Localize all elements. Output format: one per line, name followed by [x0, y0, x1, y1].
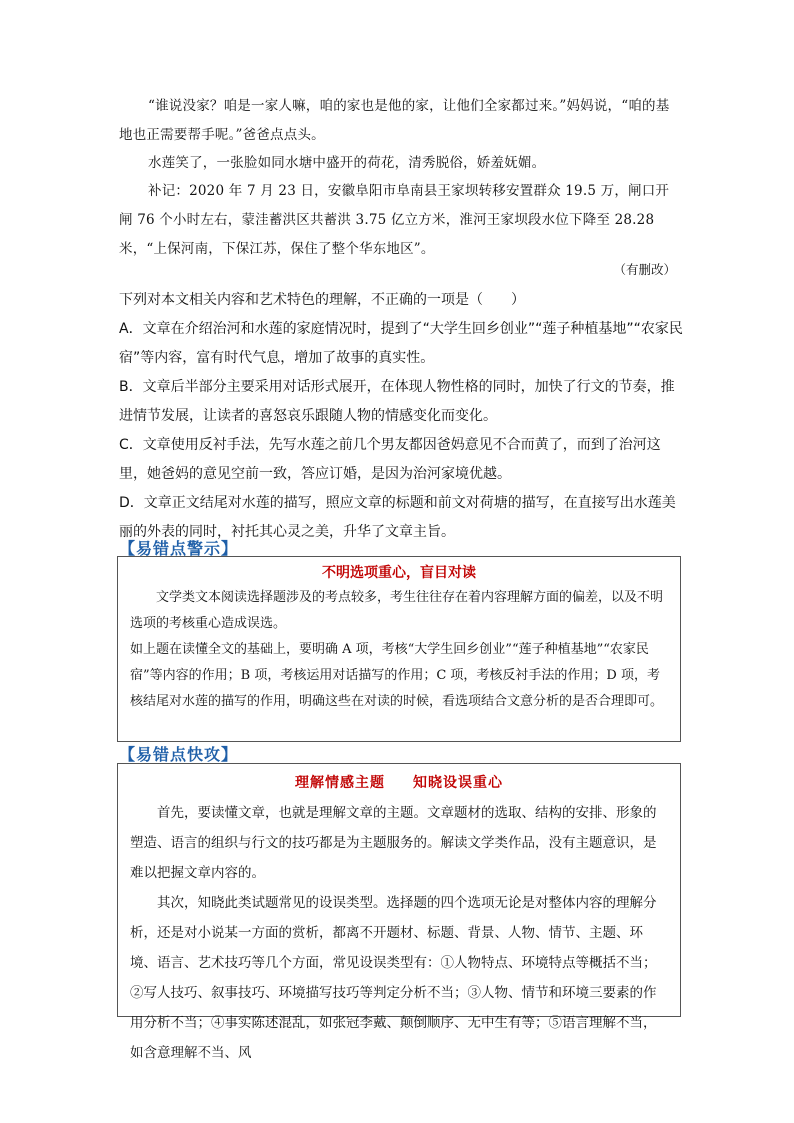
quick-title	[130, 768, 668, 798]
warning-tag: 【易错点警示】	[119, 539, 239, 558]
option-a: A．文章在介绍治河和水莲的家庭情况时，提到了“大学生回乡创业”“莲子种植基地”“农家民宿”等内容，富有时代气息，增加了故事的真实性。	[119, 321, 683, 366]
quick-paragraph-1: 首先，要读懂文章，也就是理解文章的主题。文章题材的选取、结构的安排、形象的塑造、语言的组织与行文的技巧都是为主题服务的。解读文学类作品，没有主题意识，是难以把握文章内容的。	[130, 805, 657, 881]
warning-box	[117, 556, 681, 742]
warning-paragraph-1: 文学类文本阅读选择题涉及的考点较多，考生往往存在着内容理解方面的偏差，以及不明选项的考核重心造成误选。	[130, 590, 664, 631]
quick-paragraph-2: 其次，知晓此类试题常见的设误类型。选择题的四个选项无论是对整体内容的理解分析，还是对小说某一方面的赏析，都离不开题材、标题、背景、人物、情节、主题、环境、语言、艺术技巧等几个方面，常见设误类型有：①人物特点、环境特点等概括不当；②写人技巧、叙事技巧、环境描写技巧等判定分析不当；③人物、情节和环境三要素的作用分析不当；④事实陈述混乱，如张冠李戴、颠倒顺序、无中生有等；⑤语言理解不当，如含意理解不当、风	[130, 895, 657, 1061]
question-stem: 下列对本文相关内容和艺术特色的理解，不正确的一项是（ ）	[119, 292, 525, 308]
warning-paragraph-2: 如上题在读懂全文的基础上，要明确 A 项，考核“大学生回乡创业”“莲子种植基地”“农家民宿”等内容的作用；B 项，考核运用对话描写的作用；C 项，考核反衬手法的作用；D 项，考核结尾对水莲的描写的作用，明确这些在对读的时候，看选项结合文意分析的是否合理即可。	[130, 642, 664, 709]
option-c: C．文章使用反衬手法，先写水莲之前几个男友都因爸妈意见不合而黄了，而到了治河这里，她爸妈的意见空前一致，答应订婚，是因为治河家境优越。	[119, 437, 661, 482]
story-paragraph-shuilian: 水莲笑了，一张脸如同水塘中盛开的荷花，清秀脱俗，娇羞妩媚。	[148, 155, 546, 171]
quick-title-part-1: 理解情感主题	[295, 775, 385, 791]
quick-title-part-2: 知晓设误重心	[413, 775, 503, 791]
quick-box	[117, 763, 681, 1061]
quick-tag: 【易错点快攻】	[119, 745, 239, 764]
story-attribution: （有删改）	[613, 262, 676, 277]
option-d: D．文章正文结尾对水莲的描写，照应文章的标题和前文对荷塘的描写，在直接写出水莲美丽的外表的同时，衬托其心灵之美，升华了文章主旨。	[119, 495, 676, 540]
story-paragraph-note: 补记：2020 年 7 月 23 日，安徽阜阳市阜南县王家坝转移安置群众 19.5 万，闸口开闸 76 个小时左右，蒙洼蓄洪区共蓄洪 3.75 亿立方米，淮河王家坝段水位下降至 28.28 米，“上保河南，下保江苏，保住了整个华东地区”。	[119, 183, 670, 257]
warning-title: 不明选项重心，盲目对读	[322, 565, 476, 581]
story-paragraph-dialogue: “谁说没家？咱是一家人嘛，咱的家也是他的家，让他们全家都过来。”妈妈说，“咱的基地也正需要帮手呢。”爸爸点点头。	[119, 98, 670, 143]
question-block	[119, 286, 685, 547]
option-b: B．文章后半部分主要采用对话形式展开，在体现人物性格的同时，加快了行文的节奏，推进情节发展，让读者的喜怒哀乐跟随人物的情感变化而变化。	[119, 379, 675, 424]
